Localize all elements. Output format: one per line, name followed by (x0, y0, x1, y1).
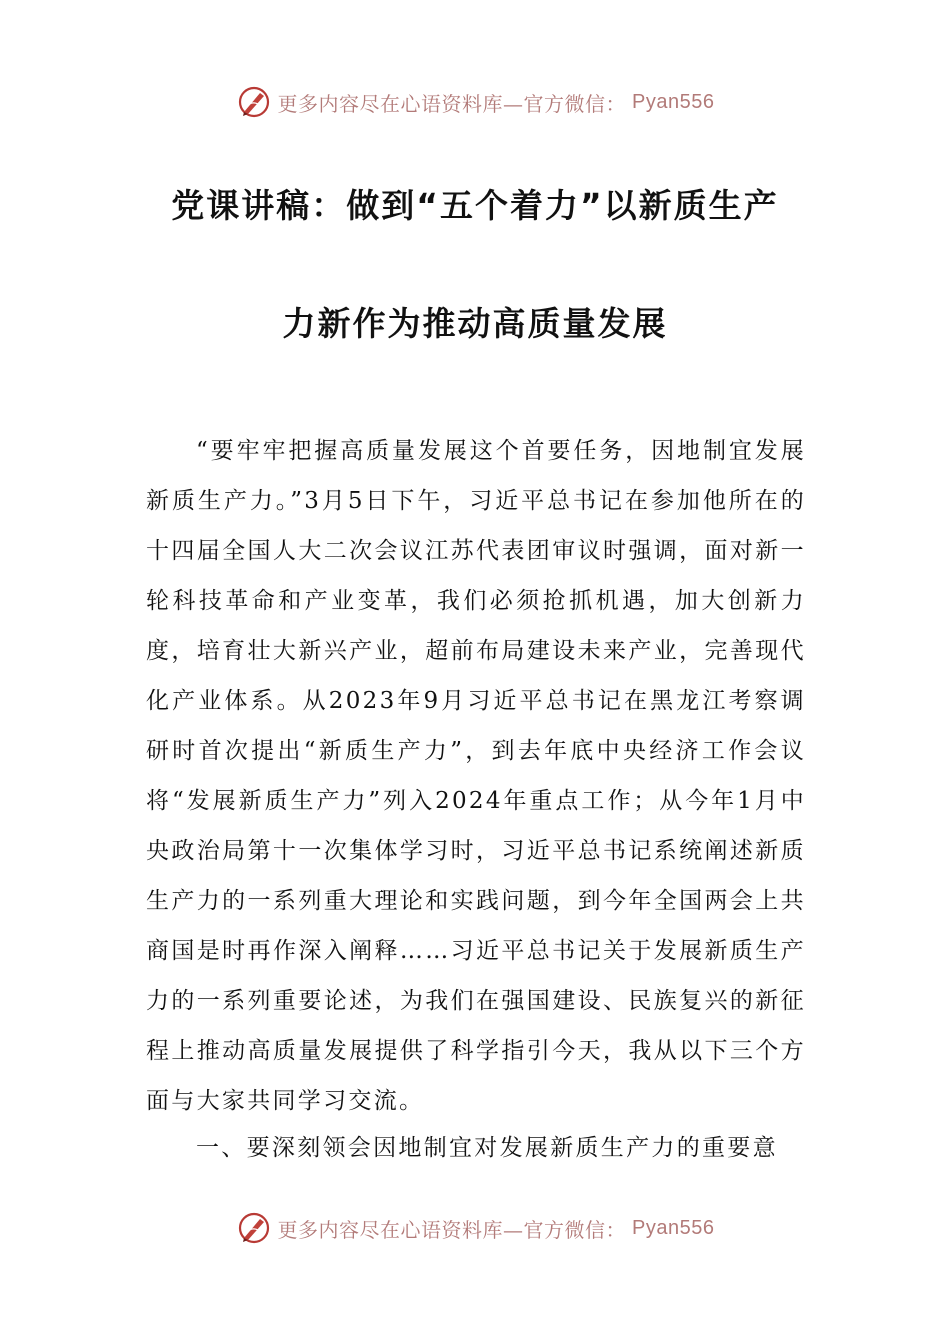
watermark-wechat-id: Pyan556 (632, 1216, 715, 1239)
header-watermark (0, 82, 950, 122)
pen-logo-icon (236, 1210, 272, 1246)
watermark-wechat-id: Pyan556 (632, 90, 715, 113)
document-title-line2: 力新作为推动高质量发展 (282, 304, 668, 343)
watermark-text: 更多内容尽在心语资料库—官方微信： (277, 91, 627, 116)
document-title-line1: 党课讲稿：做到“五个着力”以新质生产 (171, 186, 779, 225)
pen-logo-icon (236, 84, 272, 120)
footer-watermark (0, 1208, 950, 1248)
body-paragraph: “要牢牢把握高质量发展这个首要任务，因地制宜发展新质生产力。”3月5日下午，习近平总书记在参加他所在的十四届全国人大二次会议江苏代表团审议时强调，面对新一轮科技革命和产业变革，我们必须抢抓机遇，加大创新力度，培育壮大新兴产业，超前布局建设未来产业，完善现代化产业体系。从2023年9月习近平总书记在黑龙江考察调研时首次提出“新质生产力”，到去年底中央经济工作会议将“发展新质生产力”列入2024年重点工作；从今年1月中央政治局第十一次集体学习时，习近平总书记系统阐述新质生产力的一系列重大理论和实践问题，到今年全国两会上共商国是时再作深入阐释……习近平总书记关于发展新质生产力的一系列重要论述，为我们在强国建设、民族复兴的新征程上推动高质量发展提供了科学指引今天，我从以下三个方面与大家共同学习交流。 (146, 438, 806, 1114)
section-heading-1: 一、要深刻领会因地制宜对发展新质生产力的重要意 (196, 1135, 778, 1161)
watermark-text: 更多内容尽在心语资料库—官方微信： (277, 1217, 627, 1242)
